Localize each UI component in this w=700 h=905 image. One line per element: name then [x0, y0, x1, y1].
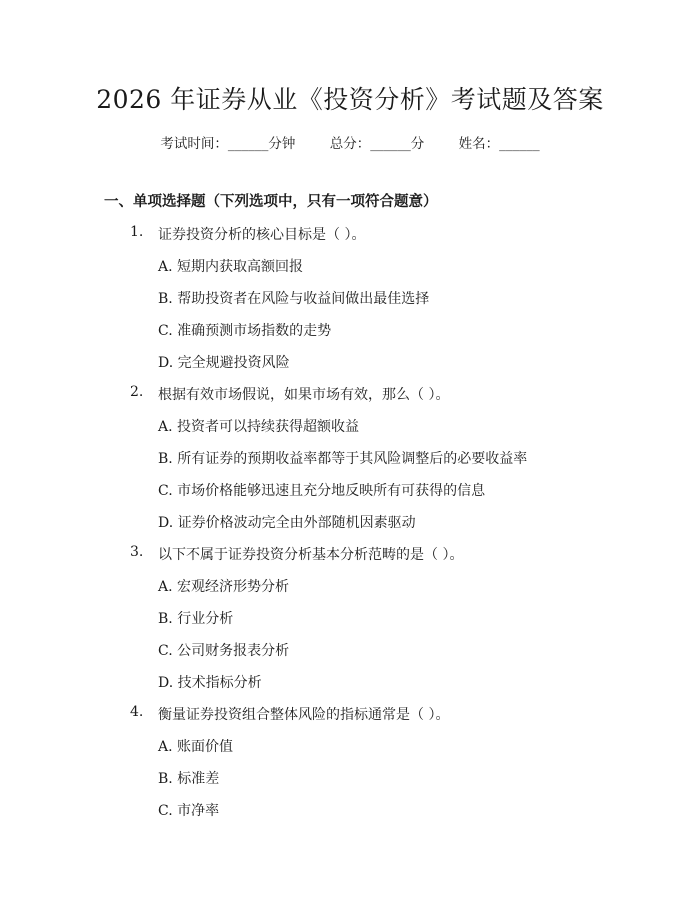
question-text: 证券投资分析的核心目标是（ ）。 [158, 227, 366, 243]
option-4a [158, 736, 233, 756]
option-letter: B. [158, 771, 173, 787]
option-text: 短期内获取高额回报 [177, 259, 304, 275]
score-label: 总分： [329, 136, 371, 152]
question-text: 根据有效市场假说，如果市场有效，那么（ ）。 [158, 387, 450, 403]
time-unit: 分钟 [268, 136, 296, 152]
name-blank: ______ [499, 136, 540, 152]
option-2b [158, 448, 527, 468]
option-text: 技术指标分析 [177, 675, 262, 691]
option-text: 所有证券的预期收益率都等于其风险调整后的必要收益率 [177, 451, 528, 467]
page-title: 2026 年证券从业《投资分析》考试题及答案 [96, 85, 604, 114]
option-letter: C. [158, 483, 173, 499]
option-1d [158, 352, 290, 372]
option-4c [158, 800, 219, 820]
option-letter: D. [158, 675, 174, 691]
option-letter: B. [158, 611, 173, 627]
option-text: 宏观经济形势分析 [177, 579, 290, 595]
name-label: 姓名： [458, 136, 500, 152]
exam-info-line [0, 132, 700, 152]
option-letter: A. [158, 579, 173, 595]
option-letter: A. [158, 739, 173, 755]
question-number: 3. [130, 544, 144, 560]
option-letter: C. [158, 803, 173, 819]
time-blank: ______ [227, 136, 269, 152]
option-3c [158, 640, 289, 660]
option-text: 准确预测市场指数的走势 [177, 323, 332, 339]
option-1a [158, 256, 303, 276]
option-text: 帮助投资者在风险与收益间做出最佳选择 [177, 291, 430, 307]
option-text: 市场价格能够迅速且充分地反映所有可获得的信息 [177, 483, 486, 499]
option-letter: D. [158, 515, 174, 531]
time-label: 考试时间： [160, 136, 228, 152]
option-2c [158, 480, 485, 500]
option-3a [158, 576, 289, 596]
option-letter: C. [158, 643, 173, 659]
option-text: 账面价值 [177, 739, 234, 755]
section-heading: 一、单项选择题（下列选项中，只有一项符合题意） [104, 194, 438, 210]
option-1b [158, 288, 429, 308]
option-3b [158, 608, 233, 628]
question-text: 衡量证券投资组合整体风险的指标通常是（ ）。 [158, 707, 450, 723]
option-text: 完全规避投资风险 [177, 355, 290, 371]
option-text: 市净率 [177, 803, 220, 819]
option-3d [158, 672, 262, 692]
option-letter: B. [158, 291, 173, 307]
option-letter: D. [158, 355, 174, 371]
score-blank: ______ [370, 136, 411, 152]
option-text: 公司财务报表分析 [177, 643, 290, 659]
score-unit: 分 [410, 136, 425, 152]
option-text: 标准差 [177, 771, 220, 787]
option-letter: A. [158, 419, 173, 435]
option-text: 行业分析 [177, 611, 234, 627]
option-letter: C. [158, 323, 173, 339]
option-text: 证券价格波动完全由外部随机因素驱动 [177, 515, 416, 531]
option-text: 投资者可以持续获得超额收益 [177, 419, 360, 435]
option-letter: A. [158, 259, 173, 275]
option-letter: B. [158, 451, 173, 467]
option-2a [158, 416, 359, 436]
question-text: 以下不属于证券投资分析基本分析范畴的是（ ）。 [158, 547, 464, 563]
option-1c [158, 320, 331, 340]
question-number: 4. [130, 704, 144, 720]
question-number: 2. [130, 384, 144, 400]
option-4b [158, 768, 219, 788]
question-number: 1. [130, 224, 144, 240]
option-2d [158, 512, 416, 532]
